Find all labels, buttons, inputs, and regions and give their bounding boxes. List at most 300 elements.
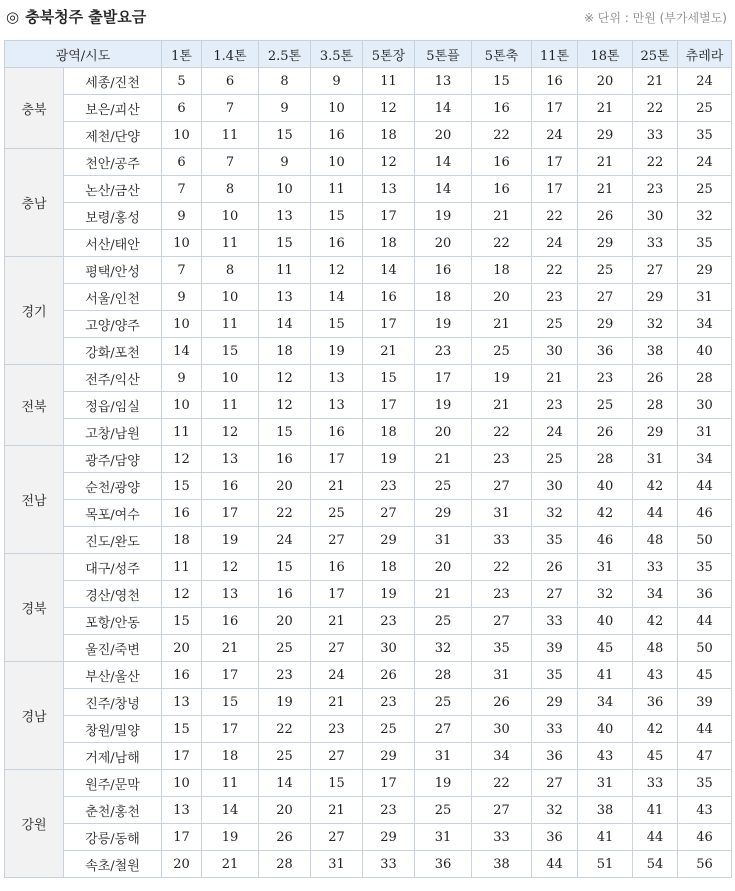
fare-cell: 16 [311, 554, 363, 581]
fare-cell: 44 [532, 851, 578, 878]
fare-cell: 33 [633, 770, 678, 797]
fare-cell: 20 [162, 635, 202, 662]
column-header: 1.4톤 [202, 41, 259, 68]
table-row [5, 743, 732, 770]
city-cell: 진도/완도 [64, 527, 162, 554]
fare-cell: 13 [311, 365, 363, 392]
fare-cell: 20 [578, 68, 633, 95]
fare-cell: 15 [162, 716, 202, 743]
fare-cell: 16 [415, 257, 472, 284]
region-cell: 경기 [5, 257, 64, 365]
fare-cell: 6 [202, 68, 259, 95]
fare-cell: 29 [415, 500, 472, 527]
fare-cell: 26 [633, 365, 678, 392]
fare-cell: 17 [202, 662, 259, 689]
fare-cell: 32 [532, 500, 578, 527]
fare-cell: 20 [415, 419, 472, 446]
fare-cell: 30 [678, 392, 732, 419]
table-row [5, 635, 732, 662]
fare-cell: 13 [202, 581, 259, 608]
unit-note: ※ 단위 : 만원 (부가세별도) [583, 11, 727, 25]
fare-cell: 39 [532, 635, 578, 662]
fare-cell: 25 [578, 392, 633, 419]
fare-cell: 12 [311, 257, 363, 284]
fare-cell: 13 [415, 68, 472, 95]
fare-cell: 21 [311, 473, 363, 500]
table-row [5, 527, 732, 554]
fare-cell: 15 [202, 338, 259, 365]
fare-cell: 36 [532, 824, 578, 851]
fare-cell: 43 [678, 797, 732, 824]
fare-cell: 16 [311, 419, 363, 446]
fare-cell: 22 [633, 149, 678, 176]
fare-cell: 44 [633, 500, 678, 527]
fare-cell: 20 [162, 851, 202, 878]
fare-cell: 35 [678, 770, 732, 797]
fare-cell: 50 [678, 527, 732, 554]
fare-cell: 48 [633, 635, 678, 662]
table-row [5, 257, 732, 284]
fare-cell: 17 [202, 500, 259, 527]
city-cell: 포항/안동 [64, 608, 162, 635]
fare-cell: 11 [363, 68, 415, 95]
fare-cell: 24 [259, 527, 311, 554]
fare-cell: 29 [578, 311, 633, 338]
table-row [5, 284, 732, 311]
fare-cell: 20 [259, 473, 311, 500]
fare-cell: 25 [259, 635, 311, 662]
fare-cell: 18 [363, 122, 415, 149]
fare-cell: 32 [415, 635, 472, 662]
fare-cell: 25 [532, 446, 578, 473]
fare-cell: 25 [678, 176, 732, 203]
fare-cell: 18 [162, 527, 202, 554]
fare-cell: 21 [532, 365, 578, 392]
fare-cell: 23 [311, 716, 363, 743]
table-row [5, 581, 732, 608]
fare-cell: 34 [472, 743, 532, 770]
city-cell: 서울/인천 [64, 284, 162, 311]
city-cell: 대구/성주 [64, 554, 162, 581]
city-cell: 목포/여수 [64, 500, 162, 527]
fare-cell: 35 [678, 554, 732, 581]
fare-cell: 23 [633, 176, 678, 203]
fare-cell: 13 [202, 446, 259, 473]
fare-cell: 17 [532, 176, 578, 203]
fare-cell: 23 [363, 473, 415, 500]
fare-cell: 13 [259, 203, 311, 230]
table-row [5, 824, 732, 851]
table-row [5, 203, 732, 230]
column-header: 2.5톤 [259, 41, 311, 68]
fare-cell: 16 [202, 473, 259, 500]
table-row [5, 95, 732, 122]
fare-cell: 25 [678, 95, 732, 122]
fare-cell: 21 [311, 689, 363, 716]
fare-cell: 41 [633, 797, 678, 824]
page-title [6, 6, 146, 27]
column-header: 11톤 [532, 41, 578, 68]
fare-cell: 31 [578, 554, 633, 581]
fare-cell: 11 [202, 230, 259, 257]
table-row [5, 230, 732, 257]
fare-cell: 12 [202, 554, 259, 581]
fare-cell: 26 [259, 824, 311, 851]
fare-cell: 27 [472, 797, 532, 824]
fare-cell: 10 [162, 311, 202, 338]
fare-cell: 25 [415, 473, 472, 500]
fare-cell: 19 [202, 527, 259, 554]
fare-cell: 46 [678, 500, 732, 527]
fare-cell: 31 [678, 419, 732, 446]
fare-cell: 21 [578, 176, 633, 203]
fare-cell: 13 [311, 392, 363, 419]
column-header: 5톤플 [415, 41, 472, 68]
table-row [5, 176, 732, 203]
fare-cell: 33 [532, 608, 578, 635]
fare-cell: 20 [259, 797, 311, 824]
fare-cell: 31 [472, 662, 532, 689]
city-cell: 정읍/임실 [64, 392, 162, 419]
fare-cell: 21 [633, 68, 678, 95]
fare-cell: 16 [311, 122, 363, 149]
fare-cell: 23 [415, 338, 472, 365]
fare-cell: 10 [311, 95, 363, 122]
city-cell: 전주/익산 [64, 365, 162, 392]
fare-cell: 30 [532, 338, 578, 365]
fare-cell: 15 [202, 689, 259, 716]
fare-cell: 33 [363, 851, 415, 878]
fare-cell: 18 [363, 554, 415, 581]
fare-cell: 25 [415, 608, 472, 635]
fare-cell: 16 [472, 95, 532, 122]
fare-cell: 38 [472, 851, 532, 878]
fare-cell: 21 [415, 581, 472, 608]
table-row [5, 122, 732, 149]
fare-cell: 19 [415, 770, 472, 797]
fare-cell: 10 [259, 176, 311, 203]
fare-cell: 13 [259, 284, 311, 311]
city-cell: 춘천/홍천 [64, 797, 162, 824]
fare-cell: 27 [311, 635, 363, 662]
fare-cell: 7 [202, 149, 259, 176]
fare-cell: 19 [363, 581, 415, 608]
fare-cell: 14 [415, 149, 472, 176]
fare-cell: 27 [633, 257, 678, 284]
fare-cell: 36 [532, 743, 578, 770]
fare-cell: 19 [363, 446, 415, 473]
fare-cell: 32 [633, 311, 678, 338]
table-row [5, 446, 732, 473]
fare-cell: 11 [202, 311, 259, 338]
fare-cell: 22 [472, 554, 532, 581]
fare-cell: 21 [311, 608, 363, 635]
fare-cell: 25 [472, 338, 532, 365]
fare-cell: 23 [472, 446, 532, 473]
table-row [5, 392, 732, 419]
city-cell: 강릉/동해 [64, 824, 162, 851]
fare-cell: 18 [472, 257, 532, 284]
table-row [5, 149, 732, 176]
fare-cell: 16 [363, 284, 415, 311]
fare-table [4, 40, 732, 878]
fare-cell: 10 [162, 770, 202, 797]
fare-cell: 46 [578, 527, 633, 554]
fare-cell: 14 [311, 284, 363, 311]
fare-cell: 15 [259, 122, 311, 149]
fare-cell: 22 [472, 419, 532, 446]
fare-cell: 35 [678, 230, 732, 257]
fare-cell: 16 [259, 581, 311, 608]
fare-cell: 45 [678, 662, 732, 689]
fare-cell: 33 [633, 554, 678, 581]
fare-cell: 20 [415, 554, 472, 581]
fare-cell: 28 [678, 365, 732, 392]
fare-cell: 39 [678, 689, 732, 716]
table-row [5, 500, 732, 527]
fare-cell: 12 [259, 392, 311, 419]
fare-cell: 31 [415, 743, 472, 770]
fare-cell: 21 [472, 203, 532, 230]
table-row [5, 419, 732, 446]
fare-cell: 23 [472, 581, 532, 608]
fare-cell: 17 [363, 203, 415, 230]
city-cell: 제천/단양 [64, 122, 162, 149]
city-cell: 경산/영천 [64, 581, 162, 608]
fare-cell: 18 [202, 743, 259, 770]
fare-cell: 44 [678, 473, 732, 500]
fare-cell: 14 [162, 338, 202, 365]
fare-cell: 23 [363, 608, 415, 635]
fare-cell: 14 [415, 95, 472, 122]
city-cell: 거제/남해 [64, 743, 162, 770]
city-cell: 원주/문막 [64, 770, 162, 797]
fare-cell: 16 [202, 608, 259, 635]
fare-cell: 23 [363, 689, 415, 716]
fare-cell: 22 [532, 203, 578, 230]
column-header: 츄레라 [678, 41, 732, 68]
table-row [5, 716, 732, 743]
fare-cell: 27 [578, 284, 633, 311]
fare-cell: 10 [202, 203, 259, 230]
fare-cell: 28 [415, 662, 472, 689]
fare-cell: 9 [162, 203, 202, 230]
column-header: 1톤 [162, 41, 202, 68]
fare-cell: 29 [633, 419, 678, 446]
fare-cell: 42 [633, 716, 678, 743]
fare-cell: 5 [162, 68, 202, 95]
fare-cell: 18 [363, 230, 415, 257]
fare-cell: 14 [259, 311, 311, 338]
fare-cell: 42 [633, 608, 678, 635]
fare-cell: 17 [363, 392, 415, 419]
fare-cell: 29 [363, 527, 415, 554]
fare-cell: 40 [678, 338, 732, 365]
fare-cell: 12 [363, 95, 415, 122]
fare-cell: 40 [578, 716, 633, 743]
fare-cell: 22 [472, 770, 532, 797]
fare-cell: 22 [259, 500, 311, 527]
region-cell: 강원 [5, 770, 64, 878]
fare-cell: 15 [363, 365, 415, 392]
fare-cell: 22 [532, 257, 578, 284]
fare-cell: 7 [162, 176, 202, 203]
fare-cell: 16 [472, 149, 532, 176]
fare-cell: 24 [532, 230, 578, 257]
city-cell: 논산/금산 [64, 176, 162, 203]
fare-cell: 19 [472, 365, 532, 392]
fare-cell: 25 [532, 311, 578, 338]
fare-cell: 31 [578, 770, 633, 797]
fare-cell: 18 [259, 338, 311, 365]
bullet-icon: ◎ [6, 8, 20, 26]
fare-cell: 15 [259, 230, 311, 257]
fare-cell: 36 [633, 689, 678, 716]
fare-cell: 9 [311, 68, 363, 95]
fare-cell: 13 [162, 797, 202, 824]
fare-cell: 15 [162, 608, 202, 635]
table-row [5, 797, 732, 824]
fare-cell: 29 [633, 284, 678, 311]
fare-cell: 21 [415, 446, 472, 473]
fare-cell: 33 [633, 122, 678, 149]
fare-cell: 12 [363, 149, 415, 176]
fare-cell: 15 [472, 68, 532, 95]
fare-cell: 19 [259, 689, 311, 716]
city-cell: 천안/공주 [64, 149, 162, 176]
fare-cell: 14 [363, 257, 415, 284]
fare-cell: 43 [578, 743, 633, 770]
fare-cell: 22 [259, 716, 311, 743]
fare-cell: 27 [311, 743, 363, 770]
fare-cell: 20 [472, 284, 532, 311]
fare-cell: 12 [162, 446, 202, 473]
fare-cell: 44 [678, 608, 732, 635]
fare-cell: 23 [259, 662, 311, 689]
fare-cell: 19 [311, 338, 363, 365]
fare-cell: 11 [162, 554, 202, 581]
fare-cell: 21 [202, 635, 259, 662]
fare-cell: 17 [202, 716, 259, 743]
fare-cell: 29 [578, 230, 633, 257]
table-row [5, 608, 732, 635]
fare-cell: 17 [311, 581, 363, 608]
fare-cell: 25 [259, 743, 311, 770]
fare-cell: 51 [578, 851, 633, 878]
fare-cell: 40 [578, 608, 633, 635]
fare-cell: 41 [578, 662, 633, 689]
fare-cell: 31 [311, 851, 363, 878]
fare-cell: 6 [162, 149, 202, 176]
fare-cell: 8 [259, 68, 311, 95]
fare-cell: 28 [259, 851, 311, 878]
fare-cell: 21 [363, 338, 415, 365]
fare-cell: 15 [259, 419, 311, 446]
fare-cell: 29 [363, 743, 415, 770]
fare-cell: 48 [633, 527, 678, 554]
fare-cell: 10 [162, 392, 202, 419]
fare-cell: 14 [259, 770, 311, 797]
fare-cell: 41 [578, 824, 633, 851]
table-body [5, 68, 732, 878]
fare-cell: 24 [678, 149, 732, 176]
fare-cell: 35 [678, 122, 732, 149]
fare-cell: 24 [678, 68, 732, 95]
city-cell: 창원/밀양 [64, 716, 162, 743]
fare-cell: 21 [578, 149, 633, 176]
fare-cell: 25 [415, 689, 472, 716]
fare-cell: 30 [532, 473, 578, 500]
fare-cell: 7 [202, 95, 259, 122]
fare-cell: 16 [472, 176, 532, 203]
region-cell: 충북 [5, 68, 64, 149]
fare-cell: 36 [578, 338, 633, 365]
fare-cell: 25 [363, 716, 415, 743]
fare-cell: 15 [259, 554, 311, 581]
fare-cell: 16 [532, 68, 578, 95]
fare-cell: 47 [678, 743, 732, 770]
fare-cell: 18 [415, 284, 472, 311]
fare-cell: 15 [311, 770, 363, 797]
fare-cell: 42 [578, 500, 633, 527]
city-cell: 고양/양주 [64, 311, 162, 338]
fare-cell: 40 [578, 473, 633, 500]
fare-cell: 27 [311, 824, 363, 851]
fare-cell: 56 [678, 851, 732, 878]
fare-cell: 28 [633, 392, 678, 419]
fare-cell: 17 [363, 311, 415, 338]
column-header: 25톤 [633, 41, 678, 68]
city-cell: 강화/포천 [64, 338, 162, 365]
fare-cell: 18 [363, 419, 415, 446]
page-header [0, 0, 735, 40]
region-cell: 경북 [5, 554, 64, 662]
table-header-row [5, 41, 732, 68]
fare-cell: 36 [678, 581, 732, 608]
fare-cell: 19 [202, 824, 259, 851]
fare-cell: 24 [532, 419, 578, 446]
fare-cell: 19 [415, 203, 472, 230]
fare-cell: 11 [202, 122, 259, 149]
fare-cell: 27 [472, 473, 532, 500]
column-header-region: 광역/시도 [5, 41, 162, 68]
fare-cell: 20 [259, 608, 311, 635]
fare-cell: 45 [633, 743, 678, 770]
city-cell: 고창/남원 [64, 419, 162, 446]
fare-cell: 44 [678, 716, 732, 743]
fare-cell: 27 [532, 581, 578, 608]
fare-cell: 46 [678, 824, 732, 851]
fare-cell: 26 [578, 419, 633, 446]
fare-cell: 35 [472, 635, 532, 662]
city-cell: 순천/광양 [64, 473, 162, 500]
fare-cell: 15 [311, 311, 363, 338]
city-cell: 속초/철원 [64, 851, 162, 878]
table-row [5, 365, 732, 392]
fare-cell: 25 [578, 257, 633, 284]
fare-cell: 25 [311, 500, 363, 527]
fare-cell: 33 [472, 824, 532, 851]
fare-cell: 9 [259, 149, 311, 176]
fare-cell: 54 [633, 851, 678, 878]
fare-cell: 26 [532, 554, 578, 581]
fare-cell: 12 [162, 581, 202, 608]
fare-cell: 24 [311, 662, 363, 689]
fare-cell: 43 [633, 662, 678, 689]
fare-cell: 9 [259, 95, 311, 122]
fare-cell: 15 [162, 473, 202, 500]
fare-cell: 7 [162, 257, 202, 284]
